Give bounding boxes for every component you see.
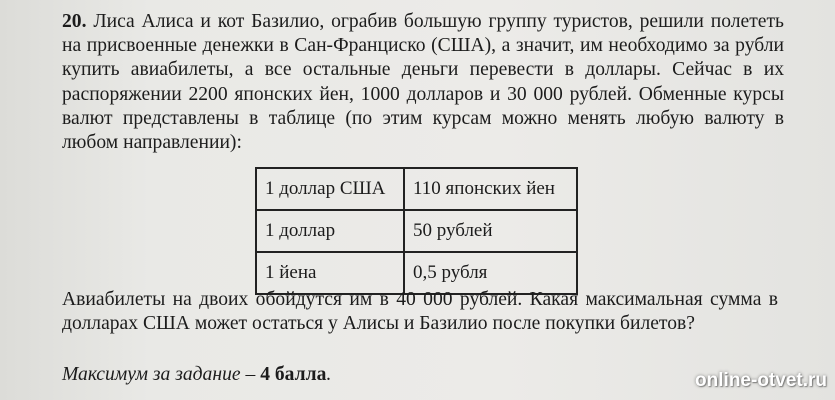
rate-cell-right: 50 рублей <box>404 210 577 252</box>
table-row <box>256 210 577 252</box>
rate-cell-left: 1 доллар <box>256 210 404 252</box>
rate-cell-left: 1 йена <box>256 252 404 294</box>
rate-cell-right: 0,5 рубля <box>404 252 577 294</box>
max-score-end: . <box>326 364 332 385</box>
watermark: online-otvet.ru <box>695 370 827 391</box>
question-text: Авиабилеты на двоих обойдутся им в 40 000 рублей. Какая максимальная сумма в долларах США может остаться у Алисы и Базилио после покупки билетов? <box>62 289 778 335</box>
exchange-rates-table <box>255 167 578 295</box>
rate-cell-right: 110 японских йен <box>404 168 577 210</box>
table-row <box>256 168 577 210</box>
problem-text <box>62 10 784 155</box>
max-score-value: 4 балла <box>260 364 327 385</box>
rate-cell-left: 1 доллар США <box>256 168 404 210</box>
max-score-line <box>62 364 331 386</box>
problem-number: 20. <box>62 11 87 32</box>
problem-intro: Лиса Алиса и кот Базилио, ограбив большую группу туристов, решили полететь на присвоенные денежки в Сан-Франциско (США), а значит, им необходимо за рубли купить авиабилеты, а все остальные деньги перевести в доллары. Сейчас в их распоряжении 2200 японских йен, 1000 долларов и 30 000 рублей. Обменные курсы валют представлены в таблице (по этим курсам можно менять любую валюту в любом направлении): <box>62 11 784 154</box>
max-score-label: Максимум за задание – <box>62 364 256 385</box>
